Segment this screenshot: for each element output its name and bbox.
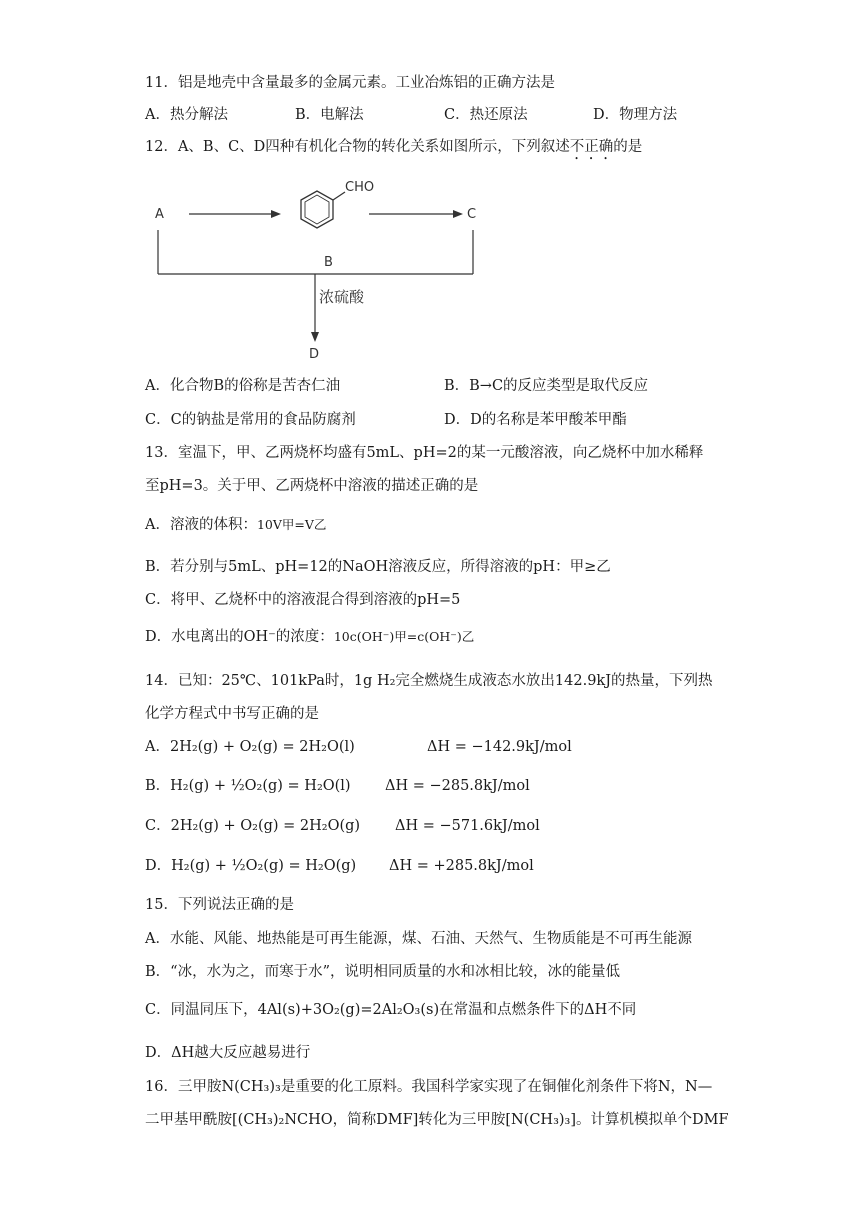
q14-option-a-equation: A．2H₂(g) + O₂(g) = 2H₂O(l) [145,739,355,755]
q11-option-b: B．电解法 [295,107,364,123]
reagent-label: 浓硫酸 [319,288,365,306]
q13-option-a-formula: 10V甲=V乙 [256,517,327,532]
q11-stem: 11．铝是地壳中含量最多的金属元素。工业冶炼铝的正确方法是 [145,75,555,91]
q13-stem-line2: 至pH=3。关于甲、乙两烧杯中溶液的描述正确的是 [145,478,479,494]
q13-option-a [145,515,326,535]
diagram-label-d: D [309,347,320,362]
q14-option-d-enthalpy: ΔH = +285.8kJ/mol [389,858,534,874]
q15-option-c-suffix: 在常温和点燃条件下的ΔH不同 [439,1002,637,1018]
q12-stem [145,137,642,163]
q12-option-b: B．B→C的反应类型是取代反应 [444,378,649,394]
arrowhead-d [311,332,319,342]
q12-stem-suffix: 的是 [613,139,643,155]
q14-option-c-equation: C．2H₂(g) + O₂(g) = 2H₂O(g) [145,818,361,834]
q16-line1: 16．三甲胺N(CH₃)₃是重要的化工原料。我国科学家实现了在铜催化剂条件下将N，N— [145,1079,713,1095]
diagram-label-a: A [155,207,164,222]
q14-stem-line2: 化学方程式中书写正确的是 [145,706,319,722]
q12-option-d: D．D的名称是苯甲酸苯甲酯 [444,412,627,428]
q14-option-a-enthalpy: ΔH = −142.9kJ/mol [427,739,572,755]
q13-option-a-text: A．溶液的体积： [145,517,257,533]
arrowhead-c [453,210,463,218]
q15-option-c-prefix: C．同温同压下， [145,1002,258,1018]
q14-option-b-enthalpy: ΔH = −285.8kJ/mol [385,778,530,794]
benzaldehyde-structure [301,180,374,228]
q15-option-c [145,1000,636,1020]
q12-option-c: C．C的钠盐是常用的食品防腐剂 [145,412,356,428]
cho-group-label: CHO [345,180,375,195]
q12-stem-prefix: 12．A、B、C、D四种有机化合物的转化关系如图所示，下列叙述 [145,139,570,155]
q13-option-d [145,627,474,647]
q13-option-b: B．若分别与5mL、pH=12的NaOH溶液反应，所得溶液的pH：甲≥乙 [145,559,611,575]
q11-option-c: C．热还原法 [444,107,528,123]
q13-option-d-formula: 10c(OH⁻)甲=c(OH⁻)乙 [333,629,475,644]
q14-stem-line1: 14．已知：25℃、101kPa时，1g H₂完全燃烧生成液态水放出142.9kJ的热量，下列热 [145,673,713,689]
q14-option-b-equation: B．H₂(g) + ½O₂(g) = H₂O(l) [145,778,351,794]
q13-option-d-text: D．水电离出的OH⁻的浓度： [145,629,334,645]
q15-stem: 15．下列说法正确的是 [145,897,294,913]
q16-line2: 二甲基甲酰胺[(CH₃)₂NCHO，简称DMF]转化为三甲胺[N(CH₃)₃]。计算机模拟单个DMF [145,1112,729,1128]
q11-option-a: A．热分解法 [145,107,228,123]
q14-option-c-enthalpy: ΔH = −571.6kJ/mol [395,818,540,834]
q15-option-b: B．“冰，水为之，而寒于水”，说明相同质量的水和冰相比较，冰的能量低 [145,964,620,980]
q12-stem-emphasis: 不正确 [569,139,614,155]
diagram-label-b: B [324,255,333,270]
diagram-label-c: C [467,207,477,222]
q14-option-d-equation: D．H₂(g) + ½O₂(g) = H₂O(g) [145,858,357,874]
q13-stem-line1: 13．室温下，甲、乙两烧杯均盛有5mL、pH=2的某一元酸溶液，向乙烧杯中加水稀释 [145,445,704,461]
q15-option-a: A．水能、风能、地热能是可再生能源，煤、石油、天然气、生物质能是不可再生能源 [145,931,692,947]
q12-conversion-diagram [145,172,485,362]
arrowhead-a [271,210,281,218]
q11-option-d: D．物理方法 [593,107,678,123]
q15-option-d: D．ΔH越大反应越易进行 [145,1045,311,1061]
q15-option-c-formula: 4Al(s)+3O₂(g)=2Al₂O₃(s) [257,1002,440,1018]
q13-option-c: C．将甲、乙烧杯中的溶液混合得到溶液的pH=5 [145,592,461,608]
q12-option-a: A．化合物B的俗称是苦杏仁油 [145,378,341,394]
